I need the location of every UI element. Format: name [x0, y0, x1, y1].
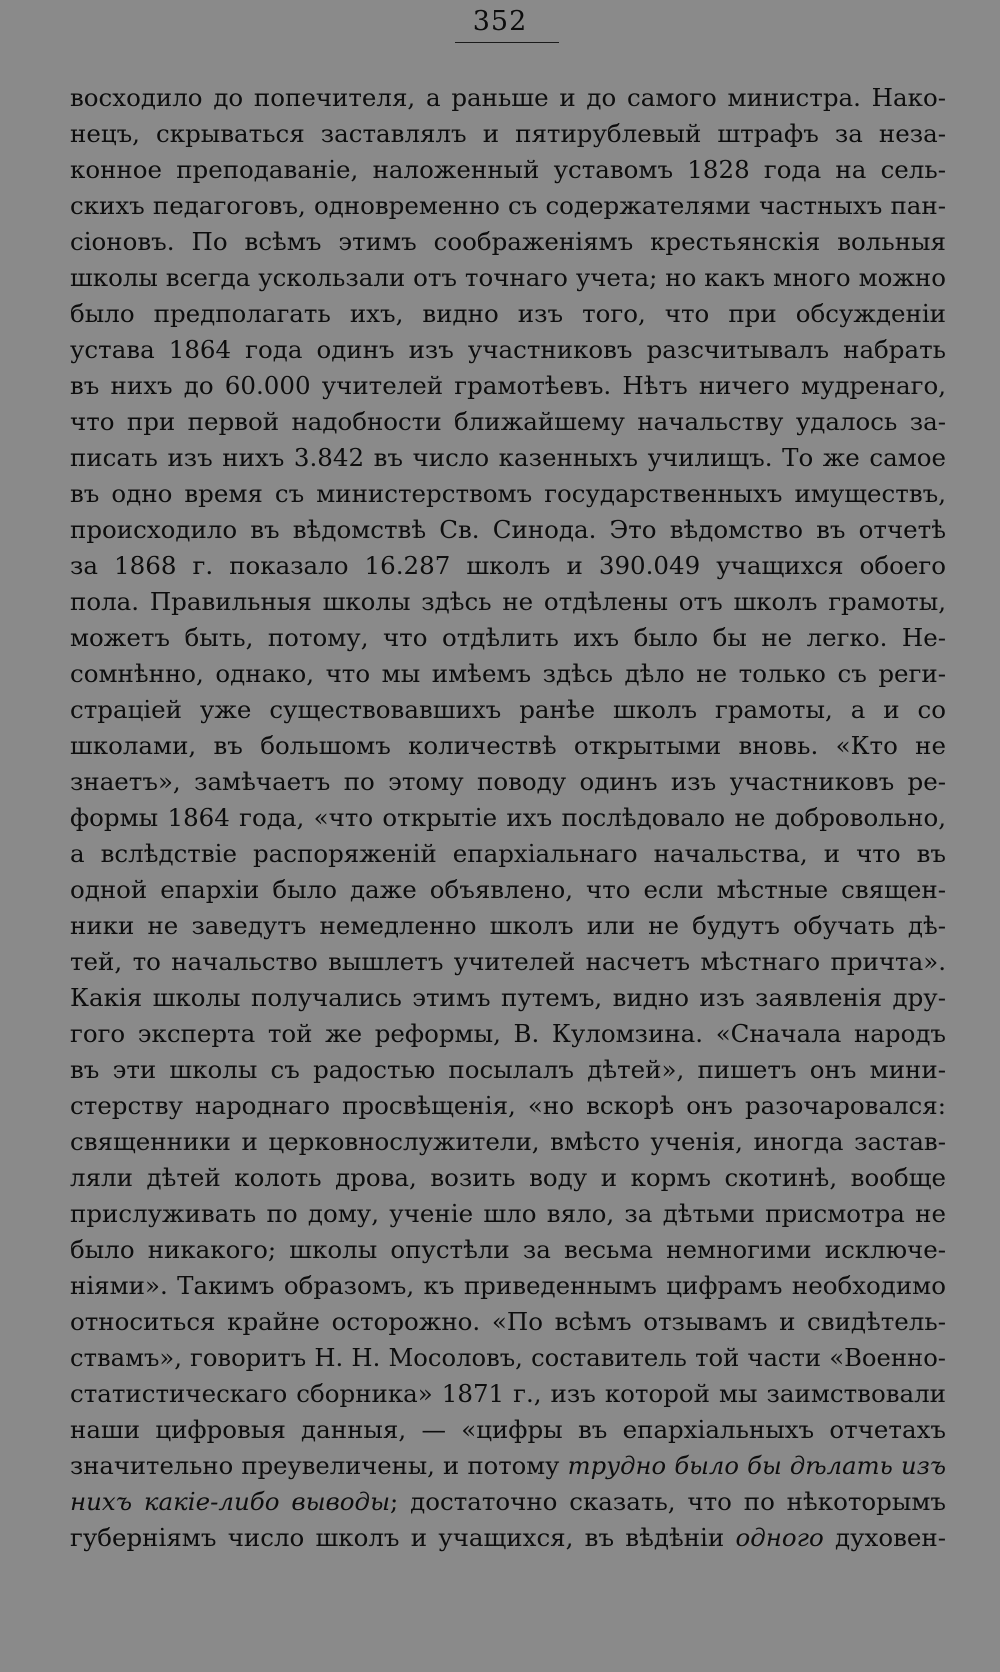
text-line	[70, 1268, 946, 1304]
text-line	[70, 1088, 946, 1124]
text-line	[70, 1304, 946, 1340]
text-segment: было предполагать ихъ, видно изъ того, что при обсужденіи	[70, 299, 946, 328]
text-segment: относиться крайне осторожно. «По всѣмъ отзывамъ и свидѣтель-	[70, 1307, 946, 1336]
text-line	[70, 692, 946, 728]
text-segment: писать изъ нихъ 3.842 въ число казенныхъ училищъ. То же самое	[70, 443, 946, 472]
page-number-rule	[455, 42, 559, 43]
text-line	[70, 656, 946, 692]
text-line	[70, 368, 946, 404]
text-segment: въ нихъ до 60.000 учителей грамотѣевъ. Нѣтъ ничего мудренаго,	[70, 371, 946, 400]
text-segment: въ одно время съ министерствомъ государственныхъ имуществъ,	[70, 479, 946, 508]
text-segment: ники не заведутъ немедленно школъ или не будутъ обучать дѣ-	[70, 911, 946, 940]
text-segment: статистическаго сборника» 1871 г., изъ которой мы заимствовали	[70, 1379, 946, 1408]
text-line	[70, 872, 946, 908]
text-segment: ; достаточно сказать, что по нѣкоторымъ	[390, 1487, 946, 1516]
text-segment: пола. Правильныя школы здѣсь не отдѣлены отъ школъ грамоты,	[70, 587, 946, 616]
text-line	[70, 1520, 946, 1556]
text-line	[70, 728, 946, 764]
text-segment: гого эксперта той же реформы, В. Куломзина. «Сначала народъ	[70, 1019, 946, 1048]
text-line	[70, 188, 946, 224]
text-segment: наши цифровыя данныя, — «цифры въ епархіальныхъ отчетахъ	[70, 1415, 946, 1444]
text-line	[70, 836, 946, 872]
italic-text-segment: нихъ какіе-либо выводы	[70, 1487, 391, 1516]
text-segment: духовен-	[823, 1523, 946, 1552]
text-line	[70, 1016, 946, 1052]
body-text	[70, 80, 946, 1556]
text-segment: восходило до попечителя, а раньше и до самого министра. Нако-	[70, 83, 946, 112]
text-line	[70, 404, 946, 440]
text-line	[70, 1484, 946, 1520]
text-segment: Какія школы получались этимъ путемъ, видно изъ заявленія дру-	[70, 983, 946, 1012]
text-line	[70, 584, 946, 620]
text-segment: одной епархіи было даже объявлено, что если мѣстные священ-	[70, 875, 946, 904]
text-line	[70, 1340, 946, 1376]
text-segment: страціей уже существовавшихъ ранѣе школъ грамоты, а и со	[70, 695, 946, 724]
text-segment: сомнѣнно, однако, что мы имѣемъ здѣсь дѣло не только съ реги-	[70, 659, 946, 688]
italic-text-segment: трудно было бы дѣлать изъ	[567, 1451, 946, 1480]
text-segment: значительно преувеличены, и потому	[70, 1451, 568, 1480]
text-line	[70, 1160, 946, 1196]
text-line	[70, 224, 946, 260]
italic-text-segment: одного	[735, 1523, 824, 1552]
text-line	[70, 440, 946, 476]
text-segment: въ эти школы съ радостью посылалъ дѣтей», пишетъ онъ мини-	[70, 1055, 946, 1084]
text-segment: было никакого; школы опустѣли за весьма немногими исключе-	[70, 1235, 946, 1264]
text-segment: нецъ, скрываться заставлялъ и пятирублевый штрафъ за неза-	[70, 119, 946, 148]
text-segment: школами, въ большомъ количествѣ открытыми вновь. «Кто не	[70, 731, 946, 760]
text-line	[70, 1412, 946, 1448]
text-line	[70, 332, 946, 368]
text-segment: ляли дѣтей колоть дрова, возить воду и кормъ скотинѣ, вообще	[70, 1163, 946, 1192]
text-segment: происходило въ вѣдомствѣ Св. Синода. Это вѣдомство въ отчетѣ	[70, 515, 946, 544]
text-segment: знаетъ», замѣчаетъ по этому поводу одинъ изъ участниковъ ре-	[70, 767, 946, 796]
text-segment: губерніямъ число школъ и учащихся, въ вѣдѣніи	[70, 1523, 736, 1552]
page-number: 352	[472, 6, 528, 37]
text-segment: школы всегда ускользали отъ точнаго учета; но какъ много можно	[70, 263, 946, 292]
text-line	[70, 944, 946, 980]
text-segment: а вслѣдствіе распоряженій епархіальнаго начальства, и что въ	[70, 839, 946, 868]
text-line	[70, 260, 946, 296]
text-segment: конное преподаваніе, наложенный уставомъ 1828 года на сель-	[70, 155, 946, 184]
text-line	[70, 980, 946, 1016]
text-segment: тей, то начальство вышлетъ учителей насчетъ мѣстнаго причта».	[70, 947, 946, 976]
text-segment: стерству народнаго просвѣщенія, «но вскорѣ онъ разочаровался:	[70, 1091, 946, 1120]
text-segment: скихъ педагоговъ, одновременно съ содержателями частныхъ пан-	[70, 191, 946, 220]
text-segment: формы 1864 года, «что открытіе ихъ послѣдовало не добровольно,	[70, 803, 946, 832]
text-line	[70, 512, 946, 548]
text-line	[70, 548, 946, 584]
text-line	[70, 1196, 946, 1232]
text-line	[70, 116, 946, 152]
text-line	[70, 908, 946, 944]
text-line	[70, 764, 946, 800]
text-line	[70, 1124, 946, 1160]
text-segment: прислуживать по дому, ученіе шло вяло, за дѣтьми присмотра не	[70, 1199, 946, 1228]
text-segment: можетъ быть, потому, что отдѣлить ихъ было бы не легко. Не-	[70, 623, 946, 652]
text-line	[70, 80, 946, 116]
text-segment: устава 1864 года одинъ изъ участниковъ разсчитывалъ набрать	[70, 335, 946, 364]
text-line	[70, 476, 946, 512]
text-line	[70, 1448, 946, 1484]
text-segment: ніями». Такимъ образомъ, къ приведеннымъ цифрамъ необходимо	[70, 1271, 946, 1300]
text-line	[70, 620, 946, 656]
text-segment: священники и церковнослужители, вмѣсто ученія, иногда застав-	[70, 1127, 946, 1156]
text-segment: ствамъ», говоритъ Н. Н. Мосоловъ, составитель той части «Военно-	[70, 1343, 946, 1372]
text-line	[70, 152, 946, 188]
text-segment: за 1868 г. показало 16.287 школъ и 390.049 учащихся обоего	[70, 551, 946, 580]
text-line	[70, 1232, 946, 1268]
text-line	[70, 1376, 946, 1412]
text-line	[70, 800, 946, 836]
text-segment: сіоновъ. По всѣмъ этимъ соображеніямъ крестьянскія вольныя	[70, 227, 946, 256]
text-line	[70, 1052, 946, 1088]
text-segment: что при первой надобности ближайшему начальству удалось за-	[70, 407, 946, 436]
text-line	[70, 296, 946, 332]
